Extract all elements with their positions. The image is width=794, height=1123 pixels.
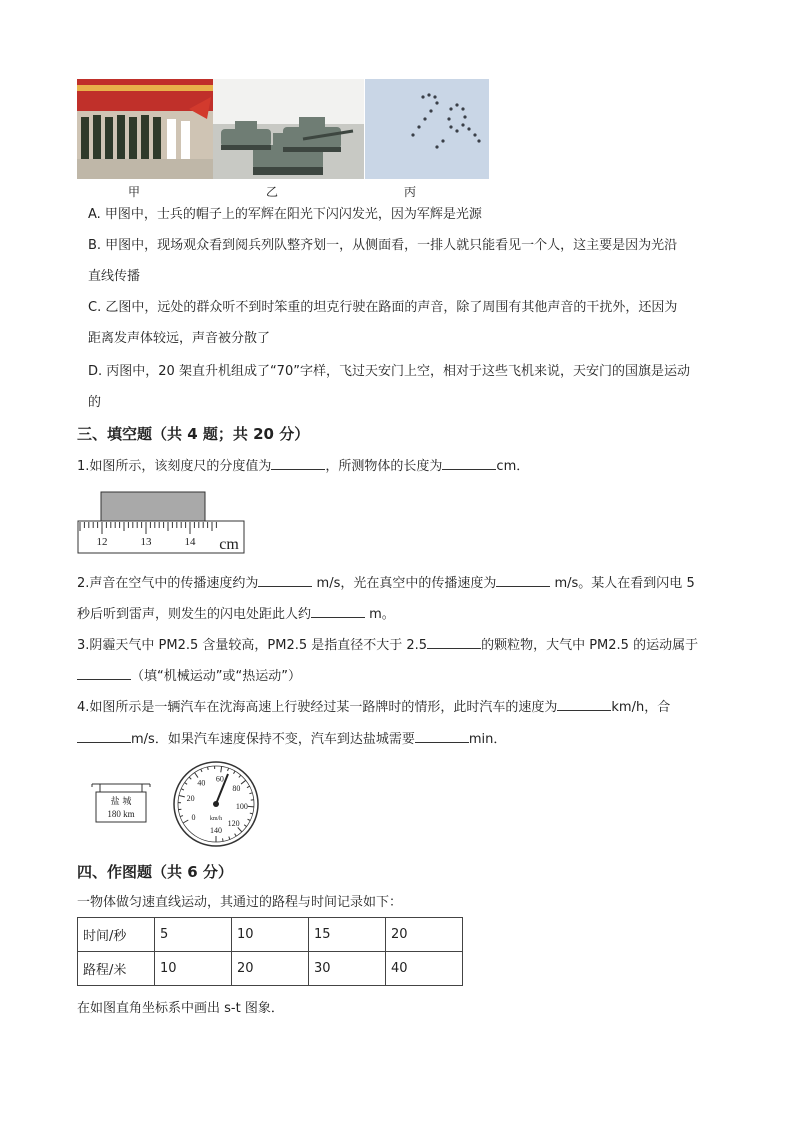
photo-parade-soldiers (77, 79, 213, 179)
table-cell: 20 (232, 952, 309, 986)
q2-text-a: 2.声音在空气中的传播速度约为 (77, 576, 259, 591)
ruler-figure (77, 489, 245, 555)
section-4-instruction: 在如图直角坐标系中画出 s-t 图象． (77, 1001, 284, 1016)
q4-blank-ms[interactable] (77, 728, 131, 743)
q2-blank-sound-speed[interactable] (258, 572, 312, 587)
question-3-line2 (77, 665, 301, 687)
sign-city: 盐 城 (110, 797, 132, 807)
q1-text-b: ，所测物体的长度为 (325, 459, 443, 474)
q2-text-d: 秒后听到雷声，则发生的闪电处距此人约 (77, 607, 312, 622)
q1-text-a: 1.如图所示，该刻度尺的分度值为 (77, 459, 272, 474)
q4-text-a: 4.如图所示是一辆汽车在沈海高速上行驶经过某一路牌时的情形，此时汽车的速度为 (77, 700, 558, 715)
section-3-title: 三、填空题（共 4 题；共 20 分） (77, 425, 310, 443)
q3-text-a: 3.阴霾天气中 PM2.5 含量较高，PM2.5 是指直径不大于 2.5 (77, 638, 428, 653)
gauge-label: 60 (215, 774, 224, 784)
gauge-label: 0 (191, 813, 196, 822)
time-distance-table (77, 917, 463, 986)
question-4-line2 (77, 728, 506, 750)
option-d-line1: D. 丙图中，20 架直升机组成了“70”字样，飞过天安门上空，相对于这些飞机来说，天安门的国旗是运动 (88, 364, 690, 379)
table-cell: 15 (309, 918, 386, 952)
q3-blank-unit[interactable] (427, 634, 481, 649)
q2-blank-distance[interactable] (311, 603, 365, 618)
gauge-tick (223, 838, 224, 841)
q3-text-b: 的颗粒物，大气中 PM2.5 的运动属于 (481, 638, 699, 653)
ruler-unit: cm (219, 536, 239, 553)
q2-blank-light-speed[interactable] (496, 572, 550, 587)
gauge-label: 140 (210, 826, 222, 835)
caption-jia: 甲 (128, 185, 141, 199)
gauge-label: 100 (235, 801, 248, 811)
table-cell: 10 (155, 952, 232, 986)
option-d-line2: 的 (88, 395, 102, 410)
q2-text-c: m/s。某人在看到闪电 5 (550, 576, 695, 591)
ruler-label-12: 12 (96, 536, 108, 548)
ruler-label-14: 14 (184, 536, 196, 548)
question-4-line1 (77, 696, 670, 718)
table-cell: 时间/秒 (78, 918, 155, 952)
question-3-line1 (77, 634, 698, 656)
photo-helicopter-formation (365, 79, 489, 179)
q2-text-b: m/s，光在真空中的传播速度为 (312, 576, 497, 591)
photo-tank-convoy (213, 79, 364, 179)
q4-text-c: m/s．如果汽车速度保持不变，汽车到达盐城需要 (131, 732, 415, 747)
q3-blank-motion-type[interactable] (77, 665, 131, 680)
table-cell: 路程/米 (78, 952, 155, 986)
table-cell: 5 (155, 918, 232, 952)
table-row (78, 918, 463, 952)
table-row (78, 952, 463, 986)
option-b-line2: 直线传播 (88, 269, 141, 284)
caption-bing: 丙 (404, 185, 417, 199)
q4-text-d: min． (468, 732, 507, 747)
table-cell: 20 (386, 918, 463, 952)
gauge-label: 80 (232, 783, 241, 793)
gauge-tick (208, 767, 209, 770)
gauge-label: 20 (186, 794, 195, 804)
speedometer (170, 760, 262, 848)
ruler-label-13: 13 (140, 536, 152, 548)
question-2-line1 (77, 572, 695, 594)
question-2-line2 (77, 603, 395, 625)
question-1 (77, 455, 529, 477)
q2-text-e: m。 (365, 607, 395, 622)
q4-blank-kmh[interactable] (557, 696, 611, 711)
sign-distance: 180 km (107, 809, 135, 819)
section-4-intro: 一物体做匀速直线运动，其通过的路程与时间记录如下： (77, 895, 403, 910)
q4-blank-minutes[interactable] (415, 728, 469, 743)
option-c-line1: C. 乙图中，远处的群众听不到时笨重的坦克行驶在路面的声音，除了周围有其他声音的干扰外，还因为 (88, 300, 678, 315)
speedometer-unit: km/h (209, 816, 223, 822)
table-cell: 40 (386, 952, 463, 986)
q3-text-c: （填“机械运动”或“热运动”） (131, 669, 301, 684)
road-sign (90, 783, 152, 825)
section-4-title: 四、作图题（共 6 分） (77, 863, 233, 881)
caption-yi: 乙 (266, 185, 279, 199)
option-c-line2: 距离发声体较远，声音被分散了 (88, 331, 271, 346)
option-a: A. 甲图中，士兵的帽子上的军辉在阳光下闪闪发光，因为军辉是光源 (88, 207, 482, 222)
option-b-line1: B. 甲图中，现场观众看到阅兵列队整齐划一，从侧面看，一排人就只能看见一个人，这主要是因为光沿 (88, 238, 678, 253)
table-cell: 10 (232, 918, 309, 952)
q4-text-b: km/h，合 (611, 700, 671, 715)
q1-blank-length[interactable] (442, 455, 496, 470)
q1-blank-division[interactable] (271, 455, 325, 470)
gauge-label: 40 (197, 778, 206, 788)
gauge-label: 120 (227, 819, 240, 829)
table-cell: 30 (309, 952, 386, 986)
measured-block (101, 492, 205, 521)
q1-text-c: cm． (496, 459, 530, 474)
